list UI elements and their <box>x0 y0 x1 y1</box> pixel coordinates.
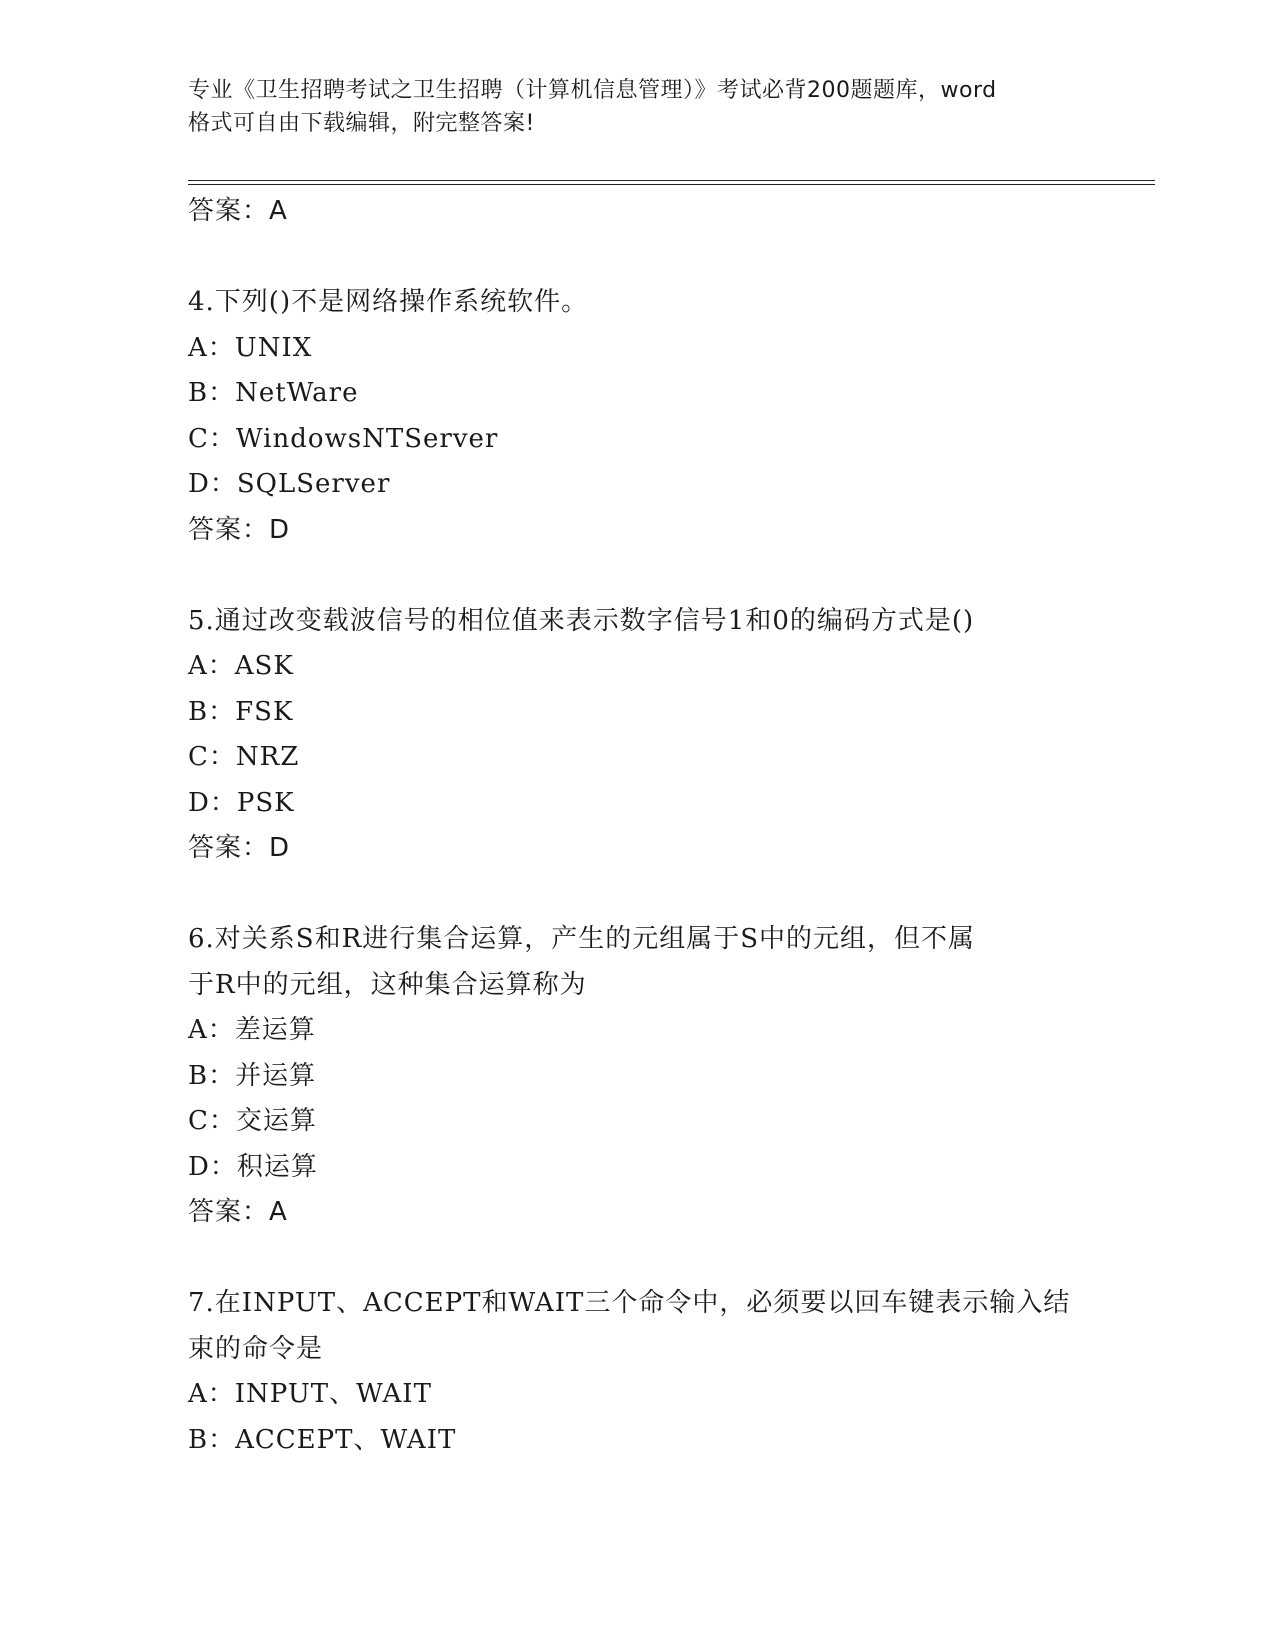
answer-line: 答案：A <box>188 196 288 226</box>
header-line-2: 格式可自由下载编辑，附完整答案! <box>188 111 535 136</box>
question-text: 4.下列()不是网络操作系统软件。 <box>188 287 589 317</box>
answer-line: 答案：D <box>188 833 291 863</box>
option-a: A：差运算 <box>188 1015 316 1045</box>
question-text: 7.在INPUT、ACCEPT和WAIT三个命令中，必须要以回车键表示输入结 <box>188 1288 1071 1318</box>
option-a: A：INPUT、WAIT <box>188 1379 432 1409</box>
option-d: D：SQLServer <box>188 469 391 499</box>
blank-line <box>188 235 1088 281</box>
question-block <box>188 599 1088 872</box>
option-d: D：PSK <box>188 787 295 818</box>
document-header <box>188 74 1088 140</box>
option-a: A：ASK <box>188 651 294 681</box>
answer-line: 答案：A <box>188 1197 288 1227</box>
header-divider-top <box>188 180 1155 181</box>
option-b: B：FSK <box>188 696 294 727</box>
option-d: D：积运算 <box>188 1151 318 1182</box>
question-block <box>188 1281 1088 1463</box>
option-c: C：交运算 <box>188 1106 317 1136</box>
option-b: B：NetWare <box>188 378 359 408</box>
question-text-continued: 束的命令是 <box>188 1333 324 1364</box>
option-b: B：ACCEPT、WAIT <box>188 1424 457 1455</box>
header-divider-bottom <box>188 184 1155 185</box>
answer-line: 答案：D <box>188 514 291 545</box>
question-text: 5.通过改变载波信号的相位值来表示数字信号1和0的编码方式是() <box>188 605 975 636</box>
document-body <box>188 189 1088 1463</box>
option-b: B：并运算 <box>188 1060 317 1091</box>
question-block <box>188 917 1088 1236</box>
blank-line <box>188 553 1088 599</box>
option-c: C：WindowsNTServer <box>188 423 499 454</box>
question-block <box>188 280 1088 553</box>
question-text: 6.对关系S和R进行集合运算，产生的元组属于S中的元组，但不属 <box>188 924 976 954</box>
question-text-continued: 于R中的元组，这种集合运算称为 <box>188 969 587 1000</box>
blank-line <box>188 1236 1088 1282</box>
option-a: A：UNIX <box>188 332 313 363</box>
blank-line <box>188 872 1088 918</box>
header-line-1: 专业《卫生招聘考试之卫生招聘（计算机信息管理）》考试必背200题题库，word <box>188 78 997 103</box>
option-c: C：NRZ <box>188 742 300 772</box>
